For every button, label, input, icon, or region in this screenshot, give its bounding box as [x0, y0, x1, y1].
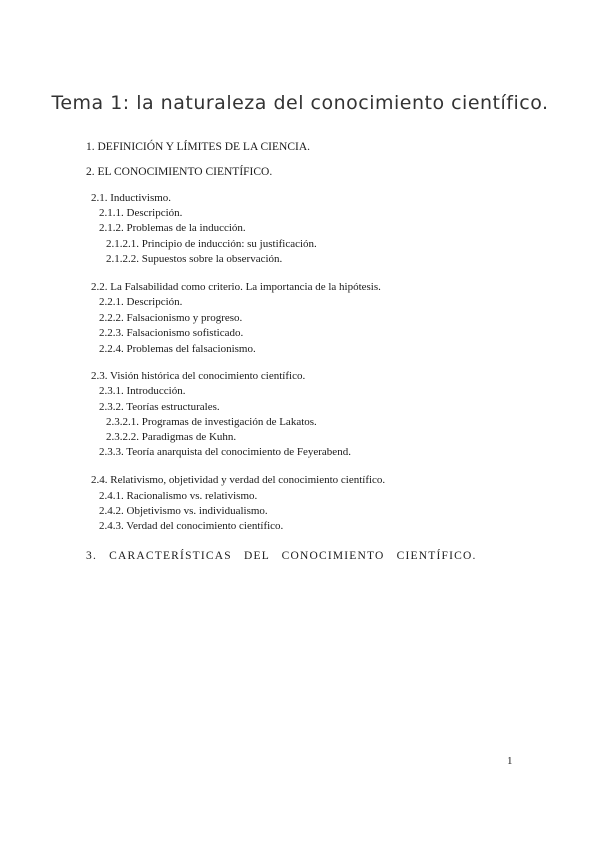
page-number: 1: [507, 755, 513, 767]
toc-item-2-4-1: 2.4.1. Racionalismo vs. relativismo.: [99, 490, 258, 502]
toc-item-2-3-2-1: 2.3.2.1. Programas de investigación de Lakatos.: [106, 416, 317, 428]
toc-item-2-2: 2.2. La Falsabilidad como criterio. La importancia de la hipótesis.: [91, 281, 381, 293]
toc-item-2-1-2: 2.1.2. Problemas de la inducción.: [99, 222, 246, 234]
toc-item-2-2-3: 2.2.3. Falsacionismo sofisticado.: [99, 327, 244, 339]
toc-item-2-2-4: 2.2.4. Problemas del falsacionismo.: [99, 343, 256, 355]
toc-item-2-2-2: 2.2.2. Falsacionismo y progreso.: [99, 312, 243, 324]
toc-item-2-4-3: 2.4.3. Verdad del conocimiento científico.: [99, 520, 284, 532]
toc-item-2-3-3: 2.3.3. Teoría anarquista del conocimiento de Feyerabend.: [99, 446, 351, 458]
toc-item-2-4: 2.4. Relativismo, objetividad y verdad del conocimiento científico.: [91, 474, 386, 486]
toc-item-2-1-2-2: 2.1.2.2. Supuestos sobre la observación.: [106, 253, 283, 265]
toc-item-2-3-1: 2.3.1. Introducción.: [99, 385, 186, 397]
toc-item-2-2-1: 2.2.1. Descripción.: [99, 296, 183, 308]
toc-item-2-3: 2.3. Visión histórica del conocimiento científico.: [91, 370, 306, 382]
toc-item-2-1-1: 2.1.1. Descripción.: [99, 207, 183, 219]
toc-item-section-1: 1. DEFINICIÓN Y LÍMITES DE LA CIENCIA.: [86, 141, 311, 153]
toc-item-section-3: 3. CARACTERÍSTICAS DEL CONOCIMIENTO CIENTÍFICO.: [86, 550, 477, 562]
toc-item-2-1-2-1: 2.1.2.1. Principio de inducción: su justificación.: [106, 238, 317, 250]
toc-item-2-3-2: 2.3.2. Teorías estructurales.: [99, 401, 220, 413]
toc-item-2-4-2: 2.4.2. Objetivismo vs. individualismo.: [99, 505, 268, 517]
page-title: Tema 1: la naturaleza del conocimiento científico.: [51, 92, 549, 114]
toc-item-2-3-2-2: 2.3.2.2. Paradigmas de Kuhn.: [106, 431, 237, 443]
toc-item-2-1: 2.1. Inductivismo.: [91, 192, 172, 204]
toc-item-section-2: 2. EL CONOCIMIENTO CIENTÍFICO.: [86, 166, 273, 178]
